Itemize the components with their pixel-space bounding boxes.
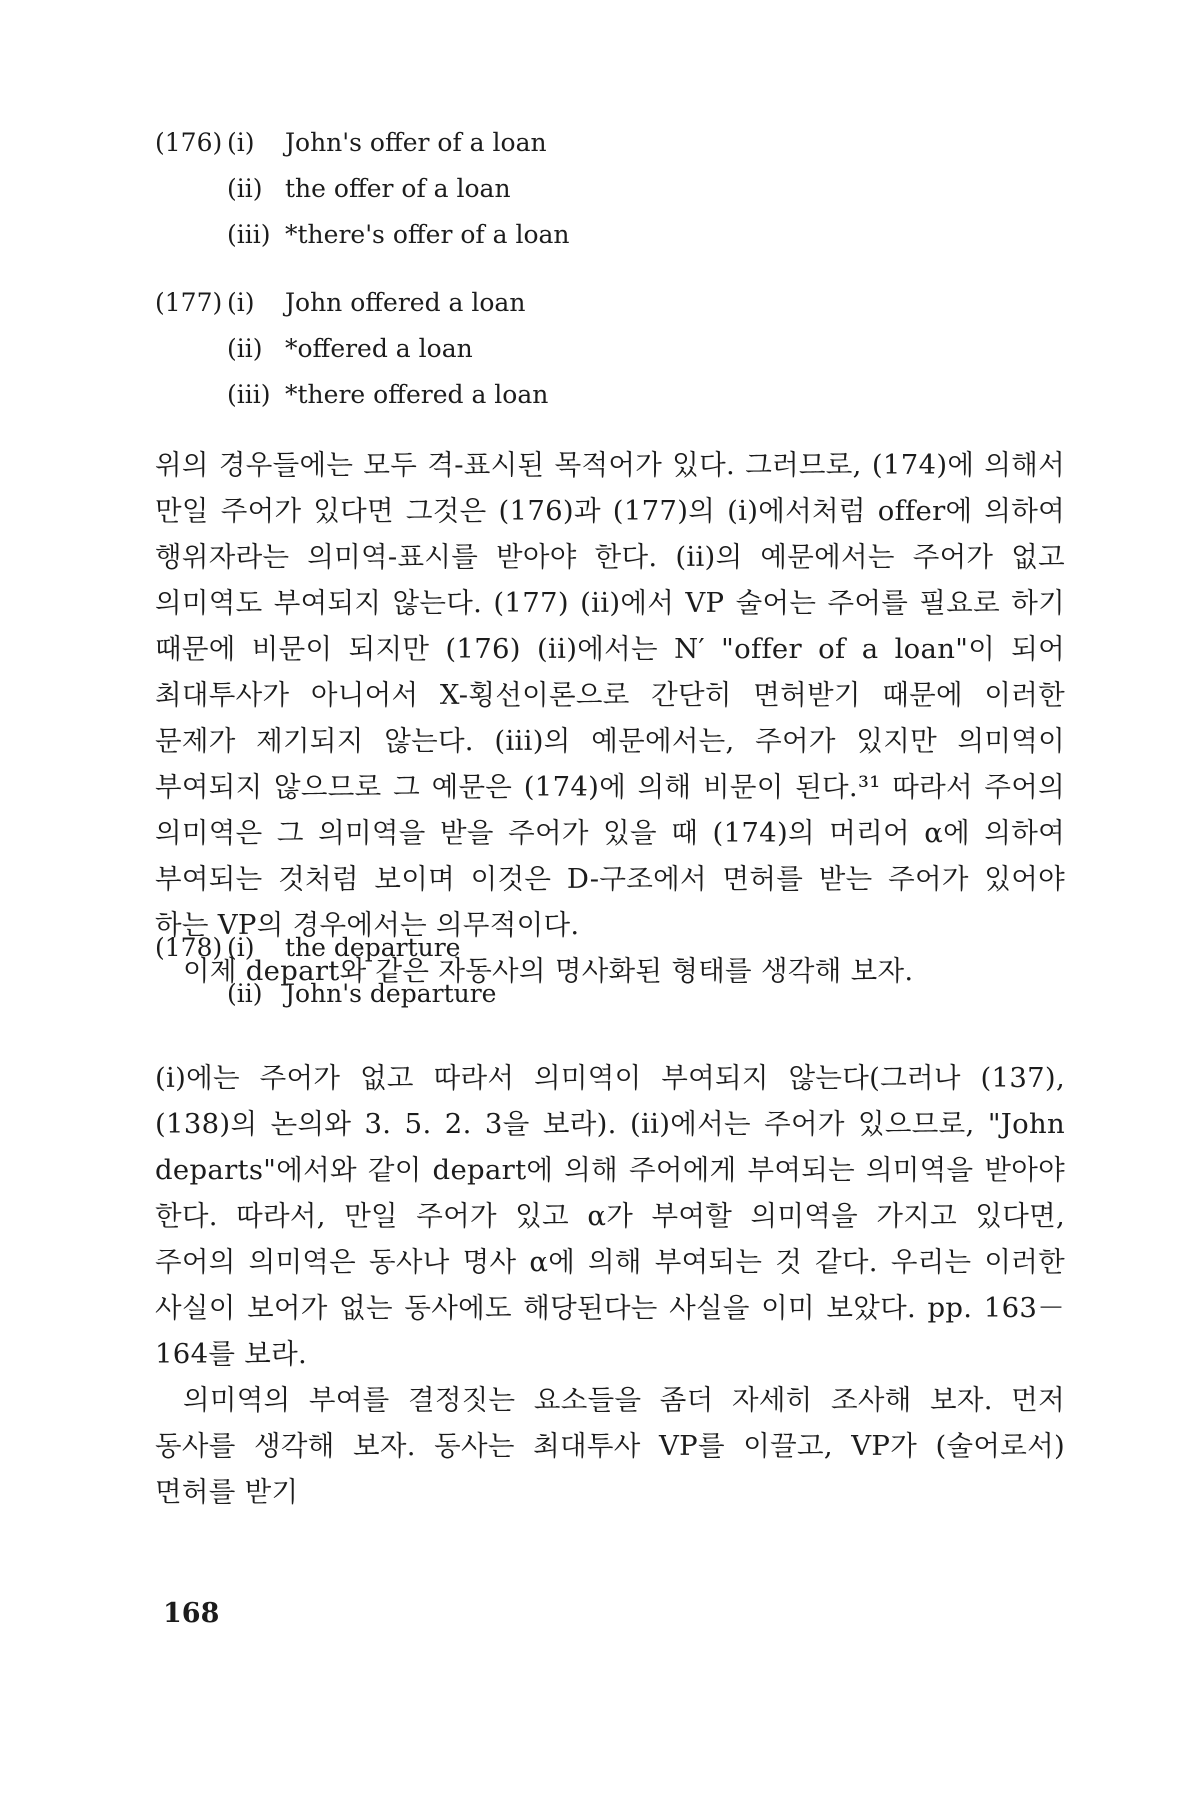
example-sub-label: (i) — [227, 128, 255, 157]
example-177 — [155, 280, 548, 418]
example-text: *there offered a loan — [285, 380, 549, 409]
page-number: 168 — [163, 1598, 220, 1629]
example-sub-label: (iii) — [227, 380, 271, 409]
example-sub-label: (ii) — [227, 979, 263, 1008]
example-text: John's offer of a loan — [285, 128, 547, 157]
example-text: John's departure — [285, 979, 497, 1008]
example-row — [155, 971, 496, 1017]
body-paragraph-block-1 — [155, 442, 1065, 994]
example-row — [155, 166, 570, 212]
example-text: the offer of a loan — [285, 174, 511, 203]
example-sub-label: (ii) — [227, 334, 263, 363]
example-176 — [155, 120, 570, 258]
body-paragraph: (i)에는 주어가 없고 따라서 의미역이 부여되지 않는다(그러나 (137), (138)의 논의와 3. 5. 2. 3을 보라). (ii)에서는 주어가 있으므로, "John departs"에서와 같이 depart에 의해 주어에게 부여되는 의미역을 받아야 한다. 따라서, 만일 주어가 있고 α가 부여할 의미역을 가지고 있다면, 주어의 의미역은 동사나 명사 α에 의해 부여되는 것 같다. 우리는 이러한 사실이 보어가 없는 동사에도 해당된다는 사실을 이미 보았다. pp. 163－164를 보라. — [155, 1062, 1065, 1370]
example-number: (178) — [155, 933, 223, 962]
body-paragraph: 위의 경우들에는 모두 격-표시된 목적어가 있다. 그러므로, (174)에 의해서 만일 주어가 있다면 그것은 (176)과 (177)의 (i)에서처럼 offer에 의하여 행위자라는 의미역-표시를 받아야 한다. (ii)의 예문에서는 주어가 없고 의미역도 부여되지 않는다. (177) (ii)에서 VP 술어는 주어를 필요로 하기 때문에 비문이 되지만 (176) (ii)에서는 N′ "offer of a loan"이 되어 최대투사가 아니어서 X-횡선이론으로 간단히 면허받기 때문에 이러한 문제가 제기되지 않는다. (iii)의 예문에서는, 주어가 있지만 의미역이 부여되지 않으므로 그 예문은 (174)에 의해 비문이 된다.³¹ 따라서 주어의 의미역은 그 의미역을 받을 주어가 있을 때 (174)의 머리어 α에 의하여 부여되는 것처럼 보이며 이것은 D-구조에서 면허를 받는 주어가 있어야 하는 VP의 경우에서는 의무적이다. — [155, 449, 1065, 941]
body-paragraph: 의미역의 부여를 결정짓는 요소들을 좀더 자세히 조사해 보자. 먼저 동사를 생각해 보자. 동사는 최대투사 VP를 이끌고, VP가 (술어로서) 면허를 받기 — [155, 1384, 1065, 1508]
example-row — [155, 372, 548, 418]
example-sub-label: (iii) — [227, 220, 271, 249]
body-paragraph-block-2 — [155, 1055, 1065, 1515]
example-178 — [155, 925, 496, 1017]
example-number: (177) — [155, 288, 223, 317]
example-sub-label: (i) — [227, 288, 255, 317]
example-text: the departure — [285, 933, 461, 962]
example-text: John offered a loan — [285, 288, 526, 317]
body-paragraph: 이제 depart와 같은 자동사의 명사화된 형태를 생각해 보자. — [183, 955, 914, 987]
example-row — [155, 925, 496, 971]
example-row — [155, 120, 570, 166]
example-sub-label: (i) — [227, 933, 255, 962]
example-number: (176) — [155, 128, 223, 157]
example-sub-label: (ii) — [227, 174, 263, 203]
example-row — [155, 326, 548, 372]
example-row — [155, 280, 548, 326]
example-text: *there's offer of a loan — [285, 220, 570, 249]
example-text: *offered a loan — [285, 334, 473, 363]
example-row — [155, 212, 570, 258]
